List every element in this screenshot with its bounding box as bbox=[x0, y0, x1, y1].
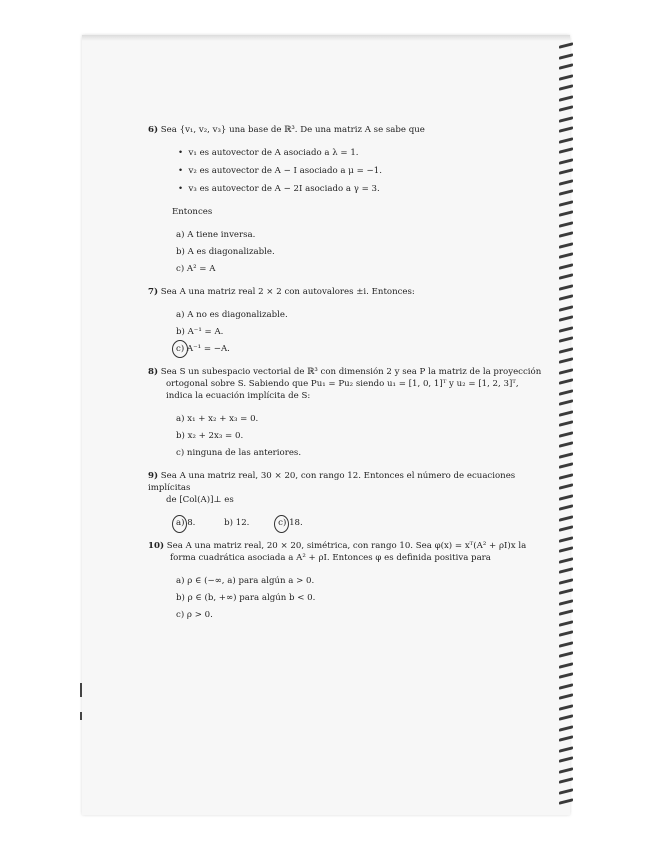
binding-coil bbox=[559, 420, 573, 426]
binding-coil bbox=[559, 273, 573, 279]
question-10 bbox=[148, 540, 543, 552]
bullet-item: • v₃ es autovector de A − 2I asociado a γ = 3. bbox=[178, 184, 380, 194]
question-intro-line: Sea A una matriz real, 30 × 20, con rango 12. Entonces el número de ecuaciones implícitas bbox=[148, 471, 516, 493]
binding-coil bbox=[559, 546, 573, 552]
binding-coil bbox=[559, 672, 573, 678]
question-intro-line: Sea A una matriz real, 20 × 20, simétrica, con rango 10. Sea φ(x) = xᵀ(A² + ρI)x la bbox=[166, 541, 527, 551]
binding-coil bbox=[559, 242, 573, 248]
question-8 bbox=[148, 366, 543, 378]
question-7 bbox=[148, 286, 543, 298]
option-c: c) A² = A bbox=[176, 264, 216, 274]
binding-coil bbox=[559, 462, 573, 468]
question-intro-line: forma cuadrática asociada a A² + ρI. Entonces φ es definida positiva para bbox=[170, 553, 491, 563]
binding-coil bbox=[559, 357, 573, 363]
question-9 bbox=[148, 470, 543, 494]
question-number: 6) bbox=[148, 125, 159, 135]
binding-coil bbox=[559, 336, 573, 342]
binding-coil bbox=[559, 494, 573, 500]
binding-coil bbox=[559, 473, 573, 479]
binding-coil bbox=[559, 609, 573, 615]
binding-coil bbox=[559, 504, 573, 510]
option-c: c) A⁻¹ = −A. bbox=[176, 343, 543, 355]
binding-coil bbox=[559, 788, 573, 794]
binding-coil bbox=[559, 704, 573, 710]
binding-coil bbox=[559, 630, 573, 636]
question-6 bbox=[148, 124, 543, 136]
option-c: c) ρ > 0. bbox=[176, 610, 213, 620]
binding-coil bbox=[559, 515, 573, 521]
question-number: 10) bbox=[148, 541, 165, 551]
binding-coil bbox=[559, 693, 573, 699]
question-number: 7) bbox=[148, 287, 159, 297]
margin-pen-mark bbox=[80, 683, 82, 697]
sheet-top-edge bbox=[82, 35, 570, 41]
binding-coil bbox=[559, 389, 573, 395]
binding-coil bbox=[559, 116, 573, 122]
bullet-item: • v₁ es autovector de A asociado a λ = 1. bbox=[178, 148, 359, 158]
binding-coil bbox=[559, 735, 573, 741]
question-number: 9) bbox=[148, 471, 159, 481]
option-c: c) 18. bbox=[278, 518, 303, 528]
question-intro: Sea {v₁, v₂, v₃} una base de ℝ³. De una matriz A se sabe que bbox=[160, 125, 425, 135]
bullet-item: • v₂ es autovector de A − I asociado a μ = −1. bbox=[178, 166, 382, 176]
binding-coil bbox=[559, 756, 573, 762]
option-c: c) ninguna de las anteriores. bbox=[176, 448, 302, 458]
binding-coil bbox=[559, 294, 573, 300]
binding-coil bbox=[559, 368, 573, 374]
binding-coil bbox=[559, 200, 573, 206]
binding-coil bbox=[559, 284, 573, 290]
question-number: 8) bbox=[148, 367, 159, 377]
binding-coil bbox=[559, 536, 573, 542]
margin-pen-mark bbox=[80, 712, 82, 720]
option-a: a) x₁ + x₂ + x₃ = 0. bbox=[176, 414, 259, 424]
option-a: a) ρ ∈ (−∞, a) para algún a > 0. bbox=[176, 576, 315, 586]
binding-coil bbox=[559, 137, 573, 143]
binding-coil bbox=[559, 221, 573, 227]
option-a: a) A tiene inversa. bbox=[176, 230, 256, 240]
binding-coil bbox=[559, 410, 573, 416]
binding-coil bbox=[559, 725, 573, 731]
binding-coil bbox=[559, 189, 573, 195]
binding-coil bbox=[559, 578, 573, 584]
option-b: b) x₂ + 2x₃ = 0. bbox=[176, 431, 244, 441]
binding-coil bbox=[559, 263, 573, 269]
binding-coil bbox=[559, 683, 573, 689]
answer-circle-mark bbox=[172, 515, 187, 533]
then-label: Entonces bbox=[172, 207, 213, 217]
binding-coil bbox=[559, 714, 573, 720]
question-intro-line: Sea S un subespacio vectorial de ℝ³ con dimensión 2 y sea P la matriz de la proyección bbox=[160, 367, 542, 377]
binding-coil bbox=[559, 63, 573, 69]
binding-coil bbox=[559, 441, 573, 447]
binding-coil bbox=[559, 525, 573, 531]
binding-coil bbox=[559, 431, 573, 437]
binding-coil bbox=[559, 126, 573, 132]
binding-coil bbox=[559, 95, 573, 101]
binding-coil bbox=[559, 305, 573, 311]
spiral-binding bbox=[553, 40, 575, 810]
option-b: b) A es diagonalizable. bbox=[176, 247, 275, 257]
option-b: b) 12. bbox=[224, 518, 250, 528]
binding-coil bbox=[559, 158, 573, 164]
binding-coil bbox=[559, 42, 573, 48]
option-a: a) A no es diagonalizable. bbox=[176, 310, 288, 320]
question-intro: Sea A una matriz real 2 × 2 con autovalores ±i. Entonces: bbox=[160, 287, 415, 297]
binding-coil bbox=[559, 651, 573, 657]
binding-coil bbox=[559, 588, 573, 594]
binding-coil bbox=[559, 53, 573, 59]
binding-coil bbox=[559, 179, 573, 185]
binding-coil bbox=[559, 231, 573, 237]
binding-coil bbox=[559, 378, 573, 384]
binding-coil bbox=[559, 399, 573, 405]
binding-coil bbox=[559, 620, 573, 626]
binding-coil bbox=[559, 210, 573, 216]
binding-coil bbox=[559, 567, 573, 573]
binding-coil bbox=[559, 798, 573, 804]
option-a: a) 8. bbox=[176, 518, 198, 528]
binding-coil bbox=[559, 641, 573, 647]
exam-content bbox=[148, 124, 543, 621]
question-intro-line: de [Col(A)]⊥ es bbox=[166, 495, 234, 505]
question-intro-line: ortogonal sobre S. Sabiendo que Pu₁ = Pu₂ siendo u₁ = [1, 0, 1]ᵀ y u₂ = [1, 2, 3]ᵀ, bbox=[166, 379, 519, 389]
binding-coil bbox=[559, 662, 573, 668]
binding-coil bbox=[559, 452, 573, 458]
binding-coil bbox=[559, 483, 573, 489]
question-intro-line: indica la ecuación implícita de S: bbox=[166, 391, 311, 401]
binding-coil bbox=[559, 147, 573, 153]
binding-coil bbox=[559, 84, 573, 90]
binding-coil bbox=[559, 326, 573, 332]
answer-circle-mark bbox=[172, 340, 188, 358]
inline-options bbox=[176, 517, 543, 529]
option-b: b) A⁻¹ = A. bbox=[176, 327, 224, 337]
binding-coil bbox=[559, 74, 573, 80]
binding-coil bbox=[559, 599, 573, 605]
binding-coil bbox=[559, 557, 573, 563]
binding-coil bbox=[559, 315, 573, 321]
option-b: b) ρ ∈ (b, +∞) para algún b < 0. bbox=[176, 593, 316, 603]
binding-coil bbox=[559, 168, 573, 174]
binding-coil bbox=[559, 767, 573, 773]
binding-coil bbox=[559, 347, 573, 353]
binding-coil bbox=[559, 105, 573, 111]
binding-coil bbox=[559, 746, 573, 752]
binding-coil bbox=[559, 777, 573, 783]
binding-coil bbox=[559, 252, 573, 258]
